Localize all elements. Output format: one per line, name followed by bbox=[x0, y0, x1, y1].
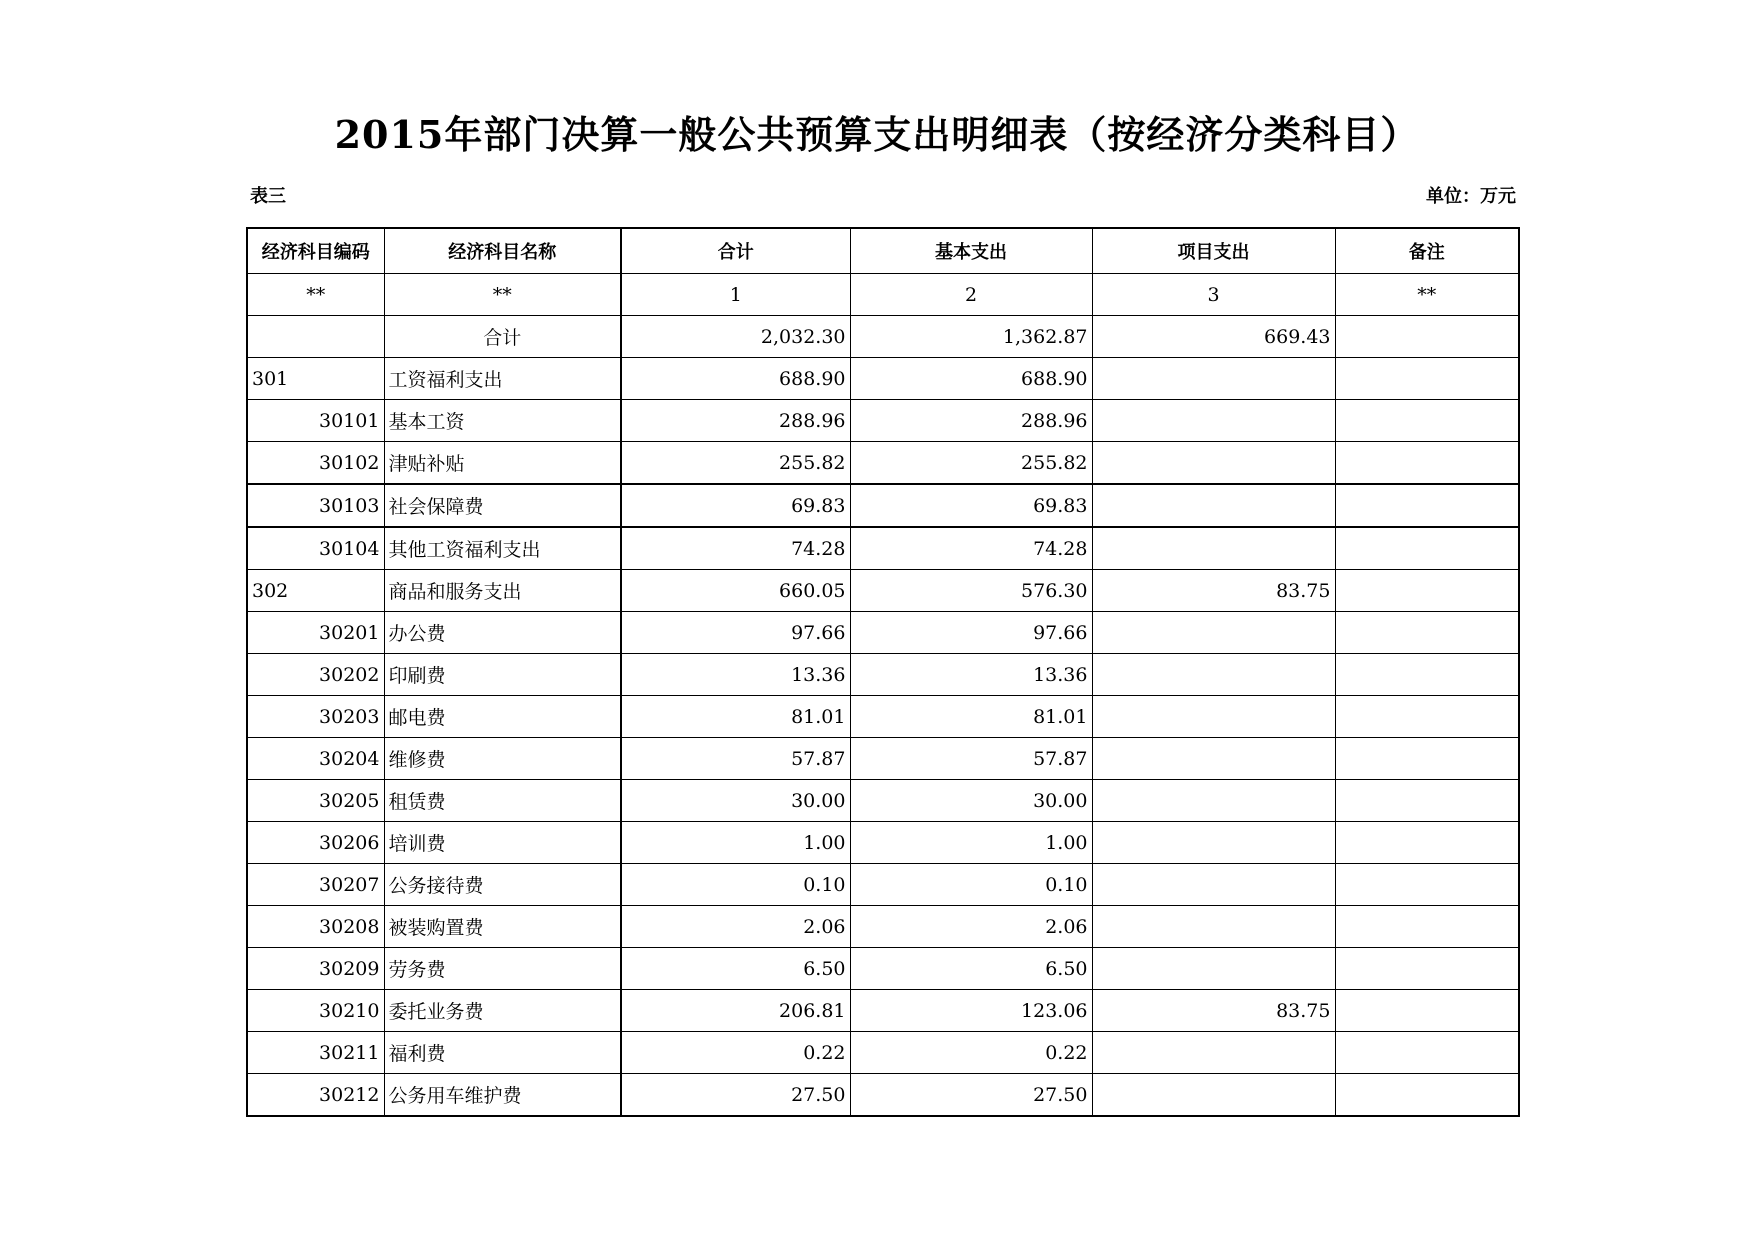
code-cell: 30102 bbox=[247, 442, 384, 485]
code-cell: 30203 bbox=[247, 696, 384, 738]
code-cell: 30209 bbox=[247, 948, 384, 990]
note-cell bbox=[1335, 780, 1519, 822]
index-cell: ** bbox=[247, 274, 384, 316]
project-cell bbox=[1092, 400, 1335, 442]
page-title: 2015年部门决算一般公共预算支出明细表（按经济分类科目） bbox=[334, 112, 1420, 157]
table-row bbox=[247, 864, 1519, 906]
table-row bbox=[247, 316, 1519, 358]
note-cell bbox=[1335, 612, 1519, 654]
name-cell: 办公费 bbox=[384, 612, 621, 654]
code-cell: 301 bbox=[247, 358, 384, 400]
project-cell bbox=[1092, 780, 1335, 822]
index-cell: 2 bbox=[850, 274, 1092, 316]
table-row bbox=[247, 906, 1519, 948]
note-cell bbox=[1335, 822, 1519, 864]
basic-cell: 1.00 bbox=[850, 822, 1092, 864]
code-cell: 30206 bbox=[247, 822, 384, 864]
note-cell bbox=[1335, 400, 1519, 442]
index-cell: ** bbox=[1335, 274, 1519, 316]
total-cell: 69.83 bbox=[621, 484, 850, 527]
basic-cell: 6.50 bbox=[850, 948, 1092, 990]
name-cell: 津贴补贴 bbox=[384, 442, 621, 485]
name-cell: 委托业务费 bbox=[384, 990, 621, 1032]
name-cell: 福利费 bbox=[384, 1032, 621, 1074]
basic-cell: 1,362.87 bbox=[850, 316, 1092, 358]
note-cell bbox=[1335, 696, 1519, 738]
total-cell: 81.01 bbox=[621, 696, 850, 738]
table-row bbox=[247, 570, 1519, 612]
code-cell: 30104 bbox=[247, 527, 384, 570]
table-row bbox=[247, 442, 1519, 485]
project-cell bbox=[1092, 948, 1335, 990]
project-cell bbox=[1092, 864, 1335, 906]
table-row bbox=[247, 1074, 1519, 1117]
basic-cell: 57.87 bbox=[850, 738, 1092, 780]
total-cell: 255.82 bbox=[621, 442, 850, 485]
code-cell: 30205 bbox=[247, 780, 384, 822]
name-cell: 社会保障费 bbox=[384, 484, 621, 527]
name-cell: 商品和服务支出 bbox=[384, 570, 621, 612]
name-cell: 合计 bbox=[384, 316, 621, 358]
note-cell bbox=[1335, 484, 1519, 527]
basic-cell: 0.22 bbox=[850, 1032, 1092, 1074]
expenditure-table bbox=[246, 227, 1520, 1117]
header-row bbox=[247, 228, 1519, 274]
note-cell bbox=[1335, 570, 1519, 612]
name-cell: 劳务费 bbox=[384, 948, 621, 990]
basic-cell: 81.01 bbox=[850, 696, 1092, 738]
header-code: 经济科目编码 bbox=[247, 228, 384, 274]
project-cell bbox=[1092, 484, 1335, 527]
name-cell: 租赁费 bbox=[384, 780, 621, 822]
basic-cell: 2.06 bbox=[850, 906, 1092, 948]
code-cell: 30204 bbox=[247, 738, 384, 780]
total-cell: 0.10 bbox=[621, 864, 850, 906]
table-row bbox=[247, 948, 1519, 990]
project-cell bbox=[1092, 527, 1335, 570]
name-cell: 公务用车维护费 bbox=[384, 1074, 621, 1117]
code-cell: 30211 bbox=[247, 1032, 384, 1074]
table-row bbox=[247, 990, 1519, 1032]
table-row bbox=[247, 780, 1519, 822]
total-cell: 30.00 bbox=[621, 780, 850, 822]
header-note: 备注 bbox=[1335, 228, 1519, 274]
project-cell bbox=[1092, 1074, 1335, 1117]
total-cell: 288.96 bbox=[621, 400, 850, 442]
basic-cell: 13.36 bbox=[850, 654, 1092, 696]
code-cell: 30201 bbox=[247, 612, 384, 654]
note-cell bbox=[1335, 906, 1519, 948]
project-cell bbox=[1092, 358, 1335, 400]
note-cell bbox=[1335, 358, 1519, 400]
project-cell bbox=[1092, 696, 1335, 738]
table-row bbox=[247, 612, 1519, 654]
total-cell: 6.50 bbox=[621, 948, 850, 990]
total-cell: 2,032.30 bbox=[621, 316, 850, 358]
table-row bbox=[247, 1032, 1519, 1074]
table-row bbox=[247, 654, 1519, 696]
total-cell: 1.00 bbox=[621, 822, 850, 864]
code-cell: 302 bbox=[247, 570, 384, 612]
basic-cell: 288.96 bbox=[850, 400, 1092, 442]
total-cell: 660.05 bbox=[621, 570, 850, 612]
project-cell bbox=[1092, 442, 1335, 485]
name-cell: 培训费 bbox=[384, 822, 621, 864]
total-cell: 2.06 bbox=[621, 906, 850, 948]
index-cell: 1 bbox=[621, 274, 850, 316]
basic-cell: 27.50 bbox=[850, 1074, 1092, 1117]
total-cell: 97.66 bbox=[621, 612, 850, 654]
index-cell: 3 bbox=[1092, 274, 1335, 316]
basic-cell: 0.10 bbox=[850, 864, 1092, 906]
project-cell: 83.75 bbox=[1092, 570, 1335, 612]
name-cell: 基本工资 bbox=[384, 400, 621, 442]
project-cell bbox=[1092, 906, 1335, 948]
basic-cell: 255.82 bbox=[850, 442, 1092, 485]
code-cell: 30202 bbox=[247, 654, 384, 696]
note-cell bbox=[1335, 527, 1519, 570]
basic-cell: 69.83 bbox=[850, 484, 1092, 527]
project-cell bbox=[1092, 612, 1335, 654]
basic-cell: 30.00 bbox=[850, 780, 1092, 822]
note-cell bbox=[1335, 738, 1519, 780]
basic-cell: 576.30 bbox=[850, 570, 1092, 612]
note-cell bbox=[1335, 316, 1519, 358]
total-cell: 206.81 bbox=[621, 990, 850, 1032]
table-row bbox=[247, 822, 1519, 864]
basic-cell: 123.06 bbox=[850, 990, 1092, 1032]
table-row bbox=[247, 696, 1519, 738]
table-row bbox=[247, 400, 1519, 442]
note-cell bbox=[1335, 1032, 1519, 1074]
table-label: 表三 bbox=[250, 186, 286, 207]
header-total: 合计 bbox=[621, 228, 850, 274]
table-row bbox=[247, 527, 1519, 570]
basic-cell: 97.66 bbox=[850, 612, 1092, 654]
total-cell: 74.28 bbox=[621, 527, 850, 570]
note-cell bbox=[1335, 948, 1519, 990]
code-cell bbox=[247, 316, 384, 358]
code-cell: 30212 bbox=[247, 1074, 384, 1117]
note-cell bbox=[1335, 1074, 1519, 1117]
header-name: 经济科目名称 bbox=[384, 228, 621, 274]
basic-cell: 74.28 bbox=[850, 527, 1092, 570]
name-cell: 公务接待费 bbox=[384, 864, 621, 906]
total-cell: 27.50 bbox=[621, 1074, 850, 1117]
code-cell: 30207 bbox=[247, 864, 384, 906]
project-cell bbox=[1092, 1032, 1335, 1074]
note-cell bbox=[1335, 990, 1519, 1032]
project-cell bbox=[1092, 822, 1335, 864]
project-cell: 83.75 bbox=[1092, 990, 1335, 1032]
total-cell: 13.36 bbox=[621, 654, 850, 696]
unit-label: 单位：万元 bbox=[1426, 186, 1516, 207]
total-cell: 0.22 bbox=[621, 1032, 850, 1074]
name-cell: 工资福利支出 bbox=[384, 358, 621, 400]
total-cell: 688.90 bbox=[621, 358, 850, 400]
code-cell: 30103 bbox=[247, 484, 384, 527]
table-row bbox=[247, 484, 1519, 527]
note-cell bbox=[1335, 864, 1519, 906]
project-cell: 669.43 bbox=[1092, 316, 1335, 358]
header-basic: 基本支出 bbox=[850, 228, 1092, 274]
name-cell: 印刷费 bbox=[384, 654, 621, 696]
code-cell: 30210 bbox=[247, 990, 384, 1032]
index-cell: ** bbox=[384, 274, 621, 316]
name-cell: 邮电费 bbox=[384, 696, 621, 738]
project-cell bbox=[1092, 738, 1335, 780]
index-row bbox=[247, 274, 1519, 316]
note-cell bbox=[1335, 654, 1519, 696]
name-cell: 被装购置费 bbox=[384, 906, 621, 948]
basic-cell: 688.90 bbox=[850, 358, 1092, 400]
project-cell bbox=[1092, 654, 1335, 696]
total-cell: 57.87 bbox=[621, 738, 850, 780]
code-cell: 30101 bbox=[247, 400, 384, 442]
name-cell: 维修费 bbox=[384, 738, 621, 780]
table-row bbox=[247, 738, 1519, 780]
header-project: 项目支出 bbox=[1092, 228, 1335, 274]
note-cell bbox=[1335, 442, 1519, 485]
code-cell: 30208 bbox=[247, 906, 384, 948]
table-row bbox=[247, 358, 1519, 400]
name-cell: 其他工资福利支出 bbox=[384, 527, 621, 570]
